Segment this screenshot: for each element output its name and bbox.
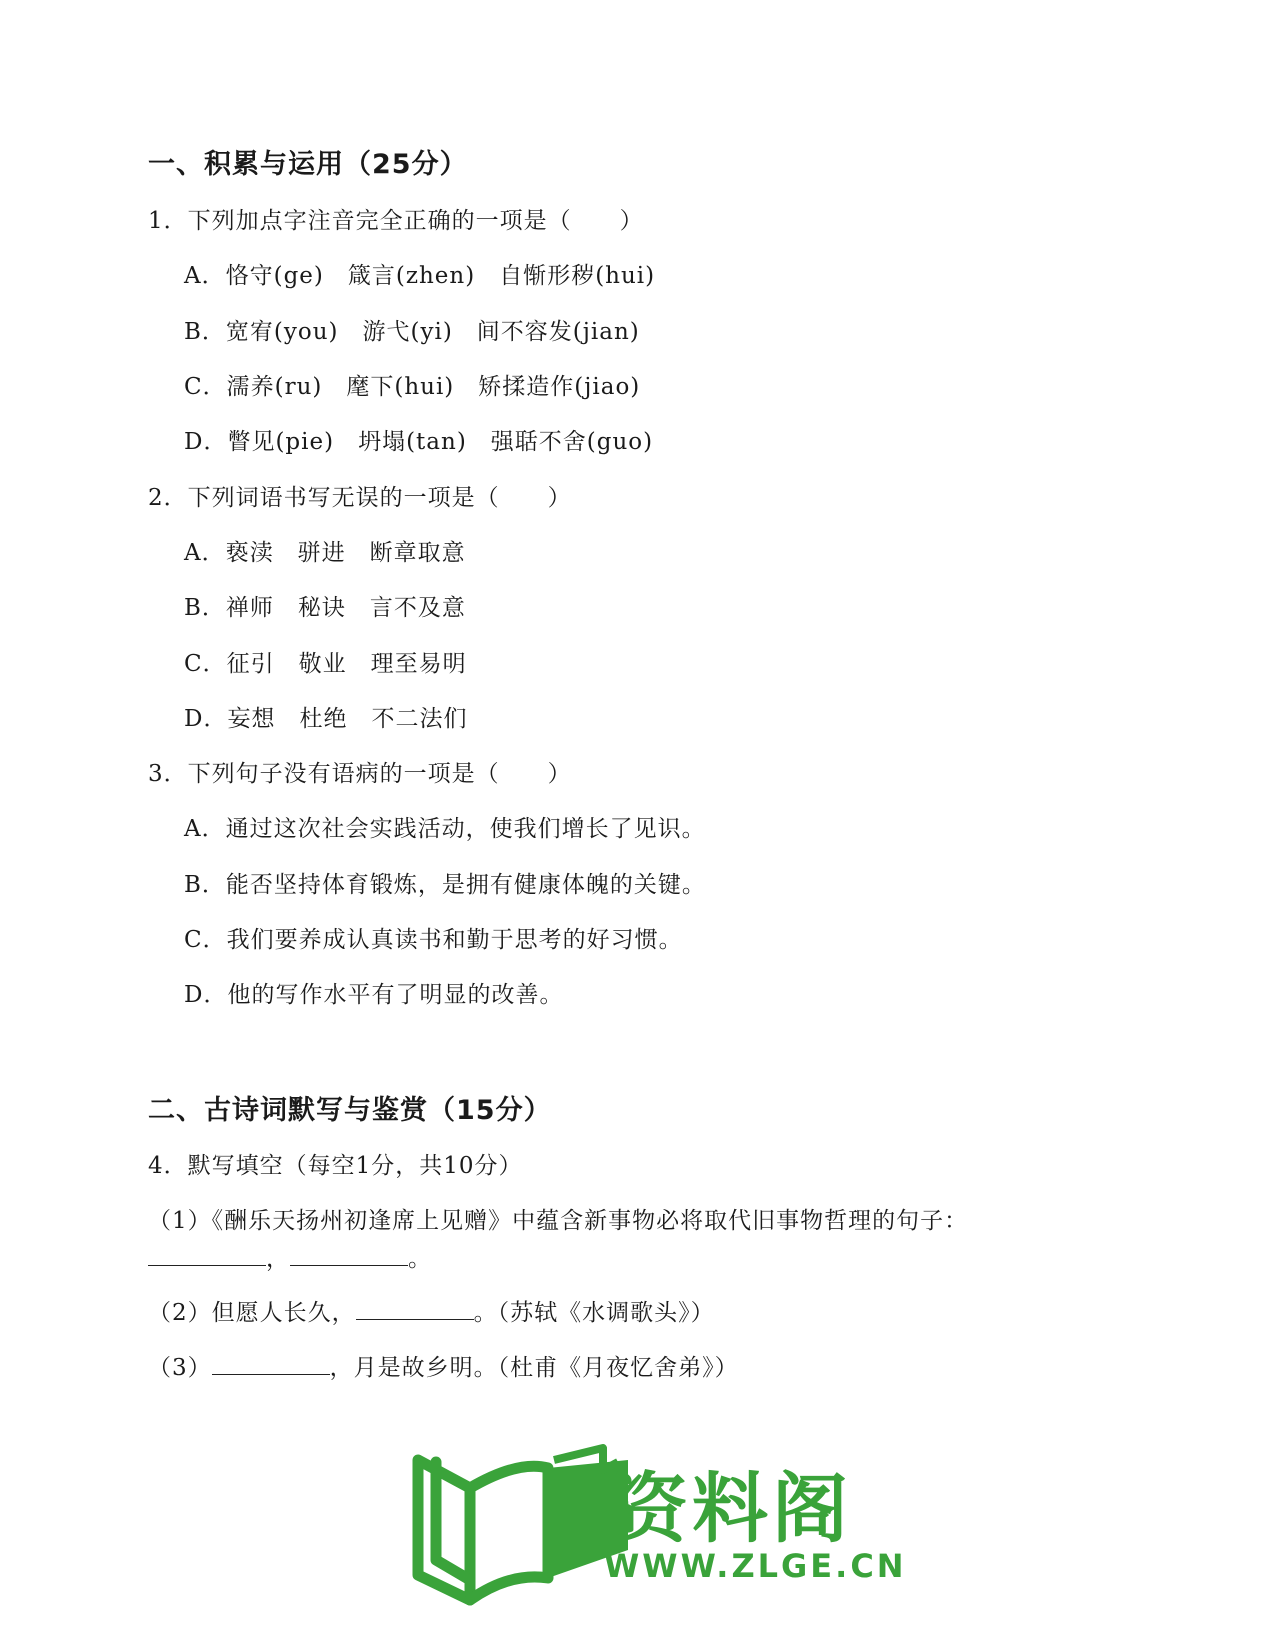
question-4-item-3 xyxy=(148,1349,739,1382)
question-1-stem: 1．下列加点字注音完全正确的一项是（ ） xyxy=(148,208,644,234)
watermark-url: WWW.ZLGE.CN xyxy=(604,1547,907,1585)
item-2-prefix: （2）但愿人长久， xyxy=(148,1300,356,1326)
question-4-item-1-blanks xyxy=(148,1240,432,1273)
question-1-option-b: B．宽宥(you) 游弋(yi) 间不容发(jian) xyxy=(184,319,640,345)
question-1-option-c: C．濡养(ru) 麾下(hui) 矫揉造作(jiao) xyxy=(184,374,641,400)
question-2-option-a: A．亵渎 骈进 断章取意 xyxy=(184,540,466,566)
item-3-suffix: ，月是故乡明。（杜甫《月夜忆舍弟》） xyxy=(329,1355,739,1381)
watermark-name: 资料阁 xyxy=(612,1464,852,1553)
period: 。 xyxy=(408,1246,432,1272)
question-2-option-b: B．禅师 秘诀 言不及意 xyxy=(184,595,466,621)
section-2-title: 二、古诗词默写与鉴赏（15分） xyxy=(148,1095,552,1126)
item-2-suffix: 。（苏轼《水调歌头》） xyxy=(473,1300,715,1326)
question-4-item-1: （1）《酬乐天扬州初逢席上见赠》中蕴含新事物必将取代旧事物哲理的句子： xyxy=(148,1208,969,1234)
answer-blank[interactable] xyxy=(290,1247,408,1266)
answer-blank[interactable] xyxy=(148,1247,266,1266)
answer-blank[interactable] xyxy=(356,1301,474,1320)
question-2-stem: 2．下列词语书写无误的一项是（ ） xyxy=(148,485,572,511)
question-4-item-2 xyxy=(148,1294,715,1327)
question-3-stem: 3．下列句子没有语病的一项是（ ） xyxy=(148,761,572,787)
question-3-option-b: B．能否坚持体育锻炼，是拥有健康体魄的关键。 xyxy=(184,872,706,898)
question-4-stem: 4．默写填空（每空1分，共10分） xyxy=(148,1153,523,1179)
question-3-option-c: C．我们要养成认真读书和勤于思考的好习惯。 xyxy=(184,927,683,953)
question-3-option-a: A．通过这次社会实践活动，使我们增长了见识。 xyxy=(184,816,706,842)
answer-blank[interactable] xyxy=(212,1356,330,1375)
section-1-title: 一、积累与运用（25分） xyxy=(148,149,468,180)
question-2-option-c: C．征引 敬业 理至易明 xyxy=(184,651,467,677)
item-3-prefix: （3） xyxy=(148,1355,212,1381)
question-1-option-a: A．恪守(ge) 箴言(zhen) 自惭形秽(hui) xyxy=(184,263,656,289)
comma: ， xyxy=(266,1246,290,1272)
question-3-option-d: D．他的写作水平有了明显的改善。 xyxy=(184,982,564,1008)
question-1-option-d: D．瞥见(pie) 坍塌(tan) 强聒不舍(guo) xyxy=(184,429,654,455)
question-2-option-d: D．妄想 杜绝 不二法们 xyxy=(184,706,468,732)
